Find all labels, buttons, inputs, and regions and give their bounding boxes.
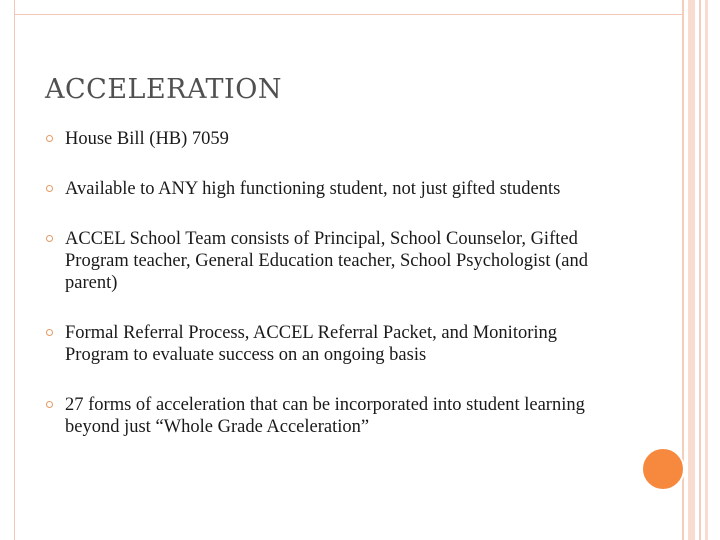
- bullet-text: Formal Referral Process, ACCEL Referral Packet, and Monitoring Program to evaluate success on an ongoing basis: [65, 323, 558, 365]
- bullet-item: [46, 128, 606, 150]
- bullet-item: [46, 228, 606, 294]
- orange-circle-icon: [641, 447, 685, 491]
- bullet-item: [46, 322, 606, 366]
- bullet-text: House Bill (HB) 7059: [65, 129, 229, 149]
- bullet-text: 27 forms of acceleration that can be incorporated into student learning beyond just “Whole Grade Acceleration”: [65, 395, 585, 437]
- right-stripe: [699, 0, 701, 540]
- right-stripe: [705, 0, 708, 540]
- circle-bullet-icon: [46, 185, 53, 192]
- right-stripe: [688, 0, 695, 540]
- bullet-item: [46, 178, 606, 200]
- bullet-text: Available to ANY high functioning student, not just gifted students: [65, 179, 561, 199]
- circle-bullet-icon: [46, 401, 53, 408]
- circle-bullet-icon: [46, 135, 53, 142]
- left-border-line: [14, 0, 15, 540]
- circle-bullet-icon: [46, 329, 53, 336]
- bullet-item: [46, 394, 606, 438]
- slide-title: ACCELERATION: [45, 74, 282, 105]
- bullet-list: [46, 128, 606, 466]
- circle-bullet-icon: [46, 235, 53, 242]
- top-border-line: [14, 14, 684, 15]
- bullet-text: ACCEL School Team consists of Principal, School Counselor, Gifted Program teacher, General Education teacher, School Psychologist (and parent): [65, 229, 589, 293]
